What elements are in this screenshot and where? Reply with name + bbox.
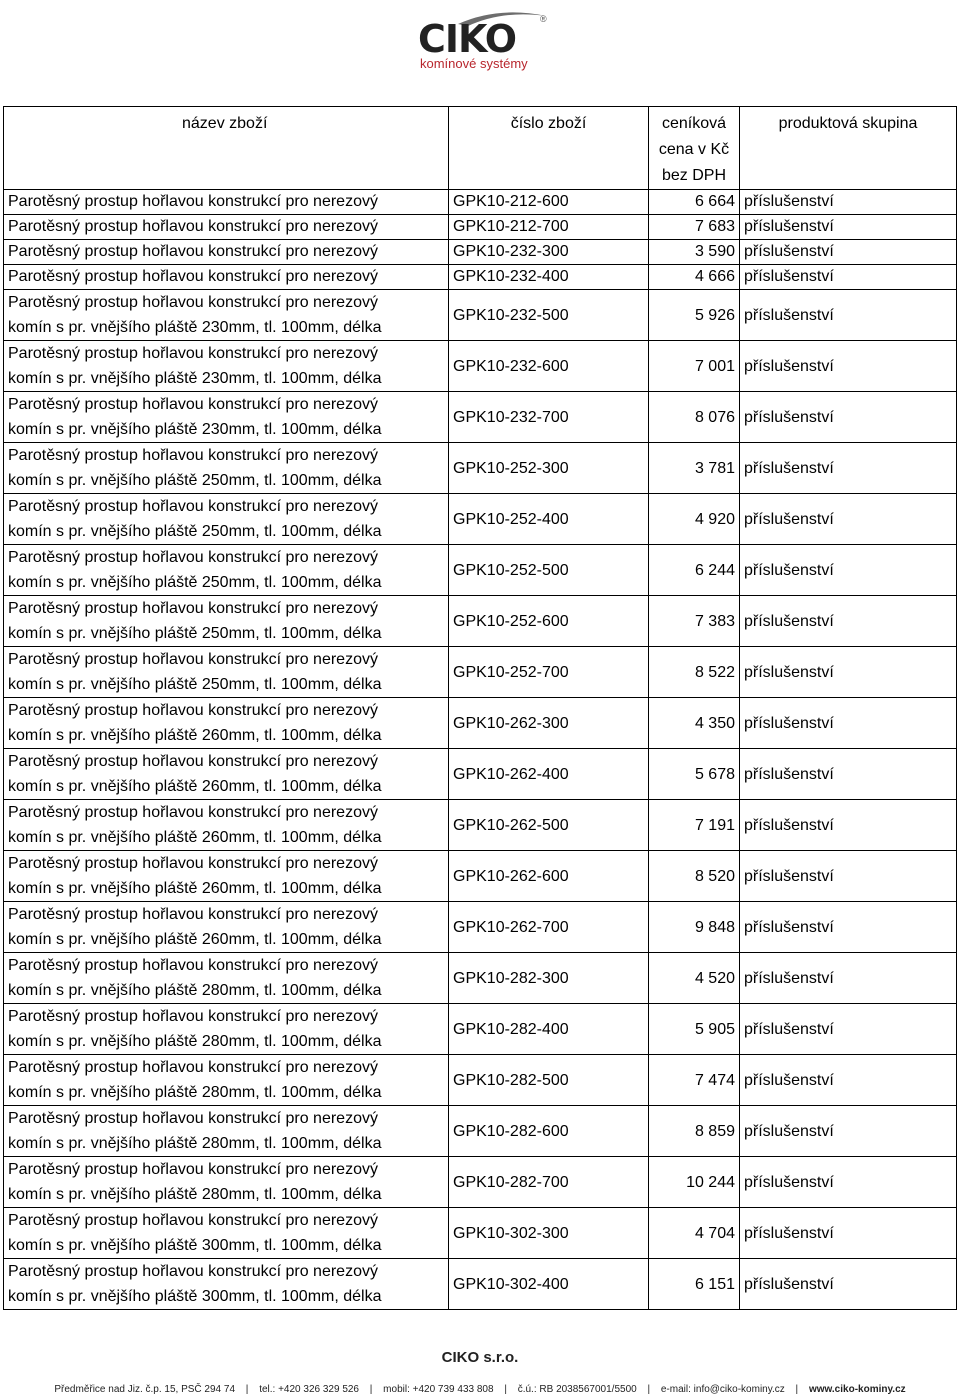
product-name-line1: Parotěsný prostup hořlavou konstrukcí pro nerezový xyxy=(8,243,378,260)
cell-list-price: 4 704 xyxy=(649,1208,740,1259)
footer-separator: | xyxy=(647,1384,651,1395)
cell-product-name xyxy=(4,265,449,290)
cell-product-name xyxy=(4,647,449,698)
cell-product-group: příslušenství xyxy=(740,545,957,596)
cell-product-group: příslušenství xyxy=(740,698,957,749)
product-name-line2: komín s pr. vnějšího pláště 250mm, tl. 100mm, délka xyxy=(8,472,382,489)
registered-mark: ® xyxy=(540,14,547,24)
cell-product-group: příslušenství xyxy=(740,1157,957,1208)
cell-product-code: GPK10-232-500 xyxy=(449,290,649,341)
header-price-line2: cena v Kč xyxy=(658,141,730,158)
product-name-line1: Parotěsný prostup hořlavou konstrukcí pro nerezový xyxy=(8,345,378,362)
product-name-line1: Parotěsný prostup hořlavou konstrukcí pro nerezový xyxy=(8,218,378,235)
product-name-line1: Parotěsný prostup hořlavou konstrukcí pro nerezový xyxy=(8,1008,378,1025)
cell-product-group: příslušenství xyxy=(740,1259,957,1310)
table-row xyxy=(4,240,957,265)
cell-product-code: GPK10-282-700 xyxy=(449,1157,649,1208)
cell-product-code: GPK10-212-600 xyxy=(449,190,649,215)
cell-product-group: příslušenství xyxy=(740,1208,957,1259)
product-name-line2: komín s pr. vnějšího pláště 260mm, tl. 100mm, délka xyxy=(8,778,382,795)
cell-list-price: 4 920 xyxy=(649,494,740,545)
product-name-line1: Parotěsný prostup hořlavou konstrukcí pro nerezový xyxy=(8,804,378,821)
product-name-line1: Parotěsný prostup hořlavou konstrukcí pro nerezový xyxy=(8,600,378,617)
product-name-line1: Parotěsný prostup hořlavou konstrukcí pro nerezový xyxy=(8,753,378,770)
cell-list-price: 9 848 xyxy=(649,902,740,953)
cell-list-price: 4 666 xyxy=(649,265,740,290)
table-row xyxy=(4,443,957,494)
table-row xyxy=(4,1055,957,1106)
company-logo xyxy=(408,8,556,74)
cell-product-code: GPK10-282-300 xyxy=(449,953,649,1004)
cell-product-group: příslušenství xyxy=(740,902,957,953)
table-row xyxy=(4,749,957,800)
product-name-line2: komín s pr. vnějšího pláště 260mm, tl. 100mm, délka xyxy=(8,727,382,744)
product-name-line2: komín s pr. vnějšího pláště 260mm, tl. 100mm, délka xyxy=(8,931,382,948)
product-name-line1: Parotěsný prostup hořlavou konstrukcí pro nerezový xyxy=(8,855,378,872)
cell-product-name xyxy=(4,443,449,494)
product-name-line2: komín s pr. vnějšího pláště 280mm, tl. 100mm, délka xyxy=(8,1135,382,1152)
product-name-line1: Parotěsný prostup hořlavou konstrukcí pro nerezový xyxy=(8,651,378,668)
table-row xyxy=(4,392,957,443)
cell-product-code: GPK10-302-300 xyxy=(449,1208,649,1259)
product-name-line2: komín s pr. vnějšího pláště 230mm, tl. 100mm, délka xyxy=(8,421,382,438)
table-row xyxy=(4,494,957,545)
logo-tagline: komínové systémy xyxy=(420,56,528,71)
table-row xyxy=(4,215,957,240)
cell-product-code: GPK10-282-400 xyxy=(449,1004,649,1055)
table-row xyxy=(4,596,957,647)
table-body xyxy=(4,190,957,1310)
cell-list-price: 6 244 xyxy=(649,545,740,596)
product-name-line2: komín s pr. vnějšího pláště 250mm, tl. 100mm, délka xyxy=(8,574,382,591)
product-name-line2: komín s pr. vnějšího pláště 280mm, tl. 100mm, délka xyxy=(8,1084,382,1101)
cell-product-code: GPK10-232-600 xyxy=(449,341,649,392)
cell-product-code: GPK10-252-300 xyxy=(449,443,649,494)
cell-product-name xyxy=(4,1157,449,1208)
product-name-line2: komín s pr. vnějšího pláště 260mm, tl. 100mm, délka xyxy=(8,829,382,846)
cell-product-code: GPK10-282-500 xyxy=(449,1055,649,1106)
header-product-code: číslo zboží xyxy=(449,107,649,190)
product-name-line1: Parotěsný prostup hořlavou konstrukcí pro nerezový xyxy=(8,396,378,413)
cell-product-group: příslušenství xyxy=(740,341,957,392)
cell-product-name xyxy=(4,1106,449,1157)
cell-list-price: 4 520 xyxy=(649,953,740,1004)
cell-product-name xyxy=(4,341,449,392)
footer-bank-account: č.ú.: RB 2038567001/5500 xyxy=(517,1384,637,1395)
cell-product-code: GPK10-282-600 xyxy=(449,1106,649,1157)
product-name-line1: Parotěsný prostup hořlavou konstrukcí pro nerezový xyxy=(8,702,378,719)
table-row xyxy=(4,800,957,851)
product-name-line1: Parotěsný prostup hořlavou konstrukcí pro nerezový xyxy=(8,549,378,566)
product-name-line1: Parotěsný prostup hořlavou konstrukcí pro nerezový xyxy=(8,447,378,464)
table-row xyxy=(4,902,957,953)
table-header-row xyxy=(4,107,957,190)
table-row xyxy=(4,341,957,392)
cell-product-group: příslušenství xyxy=(740,1106,957,1157)
table-row xyxy=(4,1157,957,1208)
table-row xyxy=(4,265,957,290)
header-product-name: název zboží xyxy=(4,107,449,190)
footer-contact-line xyxy=(0,1384,960,1395)
cell-product-name xyxy=(4,953,449,1004)
product-name-line1: Parotěsný prostup hořlavou konstrukcí pro nerezový xyxy=(8,1212,378,1229)
cell-product-code: GPK10-302-400 xyxy=(449,1259,649,1310)
cell-product-name xyxy=(4,494,449,545)
table-row xyxy=(4,953,957,1004)
footer-separator: | xyxy=(245,1384,249,1395)
cell-product-code: GPK10-232-300 xyxy=(449,240,649,265)
product-name-line2: komín s pr. vnějšího pláště 230mm, tl. 100mm, délka xyxy=(8,370,382,387)
product-name-line2: komín s pr. vnějšího pláště 300mm, tl. 100mm, délka xyxy=(8,1237,382,1254)
cell-product-group: příslušenství xyxy=(740,215,957,240)
cell-product-group: příslušenství xyxy=(740,1004,957,1055)
table-row xyxy=(4,545,957,596)
cell-product-name xyxy=(4,1004,449,1055)
cell-product-group: příslušenství xyxy=(740,443,957,494)
table-row xyxy=(4,1208,957,1259)
footer-separator: | xyxy=(369,1384,373,1395)
cell-product-code: GPK10-232-400 xyxy=(449,265,649,290)
product-name-line1: Parotěsný prostup hořlavou konstrukcí pro nerezový xyxy=(8,193,378,210)
cell-product-code: GPK10-262-600 xyxy=(449,851,649,902)
cell-product-code: GPK10-252-500 xyxy=(449,545,649,596)
cell-list-price: 4 350 xyxy=(649,698,740,749)
cell-product-group: příslušenství xyxy=(740,749,957,800)
cell-product-group: příslušenství xyxy=(740,1055,957,1106)
footer-company-name: CIKO s.r.o. xyxy=(441,1349,519,1366)
product-name-line1: Parotěsný prostup hořlavou konstrukcí pro nerezový xyxy=(8,1263,378,1280)
product-name-line1: Parotěsný prostup hořlavou konstrukcí pro nerezový xyxy=(8,1161,378,1178)
product-name-line2: komín s pr. vnějšího pláště 260mm, tl. 100mm, délka xyxy=(8,880,382,897)
cell-list-price: 3 781 xyxy=(649,443,740,494)
cell-product-name xyxy=(4,902,449,953)
cell-product-group: příslušenství xyxy=(740,800,957,851)
product-name-line2: komín s pr. vnějšího pláště 280mm, tl. 100mm, délka xyxy=(8,1033,382,1050)
cell-product-code: GPK10-262-400 xyxy=(449,749,649,800)
cell-list-price: 6 151 xyxy=(649,1259,740,1310)
cell-list-price: 10 244 xyxy=(649,1157,740,1208)
cell-product-code: GPK10-252-700 xyxy=(449,647,649,698)
cell-product-code: GPK10-232-700 xyxy=(449,392,649,443)
cell-list-price: 8 076 xyxy=(649,392,740,443)
cell-product-name xyxy=(4,1208,449,1259)
product-name-line2: komín s pr. vnějšího pláště 250mm, tl. 100mm, délka xyxy=(8,523,382,540)
cell-product-name xyxy=(4,215,449,240)
cell-list-price: 8 522 xyxy=(649,647,740,698)
product-name-line1: Parotěsný prostup hořlavou konstrukcí pro nerezový xyxy=(8,268,378,285)
product-name-line1: Parotěsný prostup hořlavou konstrukcí pro nerezový xyxy=(8,294,378,311)
header-product-group: produktová skupina xyxy=(740,107,957,190)
cell-product-name xyxy=(4,596,449,647)
cell-product-name xyxy=(4,545,449,596)
cell-list-price: 6 664 xyxy=(649,190,740,215)
cell-product-group: příslušenství xyxy=(740,851,957,902)
table-row xyxy=(4,1259,957,1310)
table-row xyxy=(4,1106,957,1157)
table-row xyxy=(4,698,957,749)
cell-product-name xyxy=(4,800,449,851)
cell-product-group: příslušenství xyxy=(740,290,957,341)
cell-product-name xyxy=(4,392,449,443)
product-name-line1: Parotěsný prostup hořlavou konstrukcí pro nerezový xyxy=(8,906,378,923)
logo-wordmark: CIKO xyxy=(418,17,517,61)
cell-list-price: 7 474 xyxy=(649,1055,740,1106)
cell-product-group: příslušenství xyxy=(740,494,957,545)
cell-product-name xyxy=(4,240,449,265)
header-price-line1: ceníková xyxy=(661,115,727,132)
cell-product-name xyxy=(4,290,449,341)
cell-list-price: 5 678 xyxy=(649,749,740,800)
price-list-table xyxy=(3,106,957,1310)
product-name-line1: Parotěsný prostup hořlavou konstrukcí pro nerezový xyxy=(8,1059,378,1076)
product-name-line2: komín s pr. vnějšího pláště 250mm, tl. 100mm, délka xyxy=(8,676,382,693)
cell-list-price: 3 590 xyxy=(649,240,740,265)
footer-email-link[interactable]: e-mail: info@ciko-kominy.cz xyxy=(660,1384,785,1395)
cell-product-code: GPK10-252-600 xyxy=(449,596,649,647)
product-name-line1: Parotěsný prostup hořlavou konstrukcí pro nerezový xyxy=(8,498,378,515)
footer-web-link[interactable]: www.ciko-kominy.cz xyxy=(808,1384,906,1395)
cell-product-group: příslušenství xyxy=(740,190,957,215)
cell-product-code: GPK10-212-700 xyxy=(449,215,649,240)
cell-product-code: GPK10-262-300 xyxy=(449,698,649,749)
cell-product-group: příslušenství xyxy=(740,265,957,290)
cell-product-code: GPK10-252-400 xyxy=(449,494,649,545)
cell-list-price: 5 926 xyxy=(649,290,740,341)
cell-list-price: 7 383 xyxy=(649,596,740,647)
cell-product-name xyxy=(4,190,449,215)
cell-list-price: 5 905 xyxy=(649,1004,740,1055)
product-name-line1: Parotěsný prostup hořlavou konstrukcí pro nerezový xyxy=(8,1110,378,1127)
footer-tel: tel.: +420 326 329 526 xyxy=(259,1384,359,1395)
cell-product-group: příslušenství xyxy=(740,647,957,698)
cell-product-name xyxy=(4,851,449,902)
cell-product-code: GPK10-262-500 xyxy=(449,800,649,851)
product-name-line2: komín s pr. vnějšího pláště 250mm, tl. 100mm, délka xyxy=(8,625,382,642)
header-price-line3: bez DPH xyxy=(661,167,727,184)
product-name-line2: komín s pr. vnějšího pláště 230mm, tl. 100mm, délka xyxy=(8,319,382,336)
product-name-line2: komín s pr. vnějšího pláště 280mm, tl. 100mm, délka xyxy=(8,1186,382,1203)
cell-list-price: 7 683 xyxy=(649,215,740,240)
footer-address: Předměřice nad Jiz. č.p. 15, PSČ 294 74 xyxy=(54,1384,236,1395)
cell-product-group: příslušenství xyxy=(740,953,957,1004)
table-row xyxy=(4,190,957,215)
header-list-price xyxy=(649,107,740,190)
footer-separator: | xyxy=(504,1384,507,1395)
cell-product-group: příslušenství xyxy=(740,240,957,265)
cell-product-group: příslušenství xyxy=(740,596,957,647)
product-name-line1: Parotěsný prostup hořlavou konstrukcí pro nerezový xyxy=(8,957,378,974)
footer-mobil: mobil: +420 739 433 808 xyxy=(383,1384,494,1395)
product-name-line2: komín s pr. vnějšího pláště 300mm, tl. 100mm, délka xyxy=(8,1288,382,1305)
table-row xyxy=(4,1004,957,1055)
cell-list-price: 8 859 xyxy=(649,1106,740,1157)
cell-product-name xyxy=(4,698,449,749)
cell-product-name xyxy=(4,1259,449,1310)
cell-product-group: příslušenství xyxy=(740,392,957,443)
product-name-line2: komín s pr. vnějšího pláště 280mm, tl. 100mm, délka xyxy=(8,982,382,999)
table-row xyxy=(4,851,957,902)
table-row xyxy=(4,290,957,341)
cell-product-name xyxy=(4,749,449,800)
cell-list-price: 7 191 xyxy=(649,800,740,851)
cell-list-price: 8 520 xyxy=(649,851,740,902)
cell-product-code: GPK10-262-700 xyxy=(449,902,649,953)
cell-product-name xyxy=(4,1055,449,1106)
cell-list-price: 7 001 xyxy=(649,341,740,392)
footer-separator: | xyxy=(795,1384,799,1395)
table-row xyxy=(4,647,957,698)
